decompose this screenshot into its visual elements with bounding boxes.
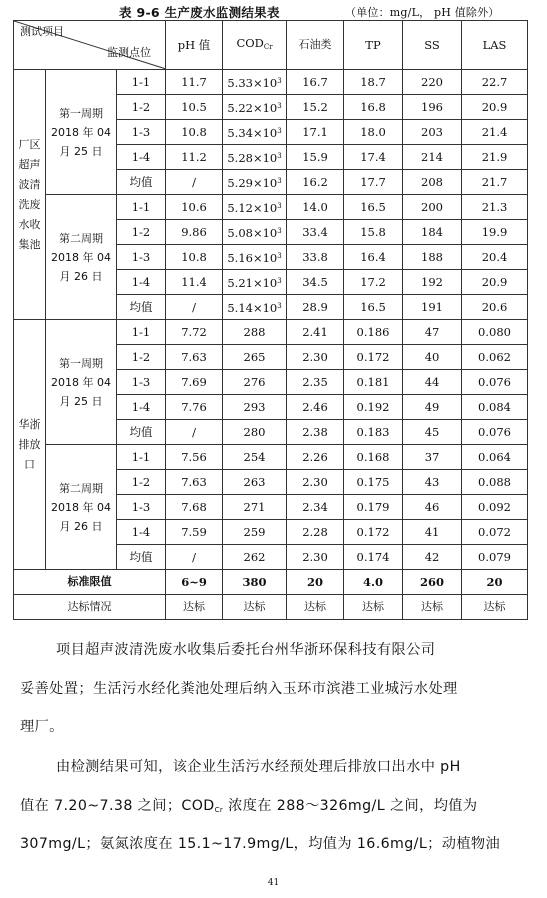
- cod-cell: $5.34\times 10^3$: [223, 120, 287, 145]
- standard-limit-value: 380: [223, 570, 287, 595]
- las-cell: 21.9: [462, 145, 528, 170]
- oil-cell: 16.2: [287, 170, 344, 195]
- tp-cell: 18.0: [344, 120, 403, 145]
- las-cell: 0.064: [462, 445, 528, 470]
- tp-cell: 18.7: [344, 70, 403, 95]
- cod-subscript-inline: Cr: [214, 806, 224, 814]
- las-cell: 20.9: [462, 270, 528, 295]
- ph-cell: 7.76: [166, 395, 223, 420]
- ss-cell: 43: [403, 470, 462, 495]
- point-cell: 均值: [117, 545, 166, 570]
- tp-cell: 16.8: [344, 95, 403, 120]
- ss-cell: 46: [403, 495, 462, 520]
- ph-cell: 11.4: [166, 270, 223, 295]
- table-unit-note: （单位：mg/L， pH 值除外）: [345, 6, 500, 19]
- col-header-tp: TP: [344, 21, 403, 70]
- tp-cell: 17.7: [344, 170, 403, 195]
- page-number: 41: [267, 878, 280, 888]
- ss-cell: 192: [403, 270, 462, 295]
- col-header-las: LAS: [462, 21, 528, 70]
- cod-cell: $5.12\times 10^3$: [223, 195, 287, 220]
- cod-cell: $5.29\times 10^3$: [223, 170, 287, 195]
- paragraph-2-line-3: 307mg/L；氨氮浓度在 15.1~17.9mg/L，均值为 16.6mg/L；动植物油: [20, 836, 501, 852]
- tp-cell: 17.4: [344, 145, 403, 170]
- oil-cell: 2.30: [287, 345, 344, 370]
- point-cell: 1-2: [117, 220, 166, 245]
- ph-cell: 7.68: [166, 495, 223, 520]
- point-cell: 均值: [117, 170, 166, 195]
- tp-cell: 16.4: [344, 245, 403, 270]
- period-cell: 第二周期 2018 年 04 月 26 日: [46, 195, 117, 320]
- oil-cell: 2.28: [287, 520, 344, 545]
- compliance-value: 达标: [403, 595, 462, 620]
- ph-cell: 7.56: [166, 445, 223, 470]
- header-row: [14, 21, 528, 70]
- oil-cell: 2.26: [287, 445, 344, 470]
- oil-cell: 2.38: [287, 420, 344, 445]
- oil-cell: 15.9: [287, 145, 344, 170]
- ss-cell: 214: [403, 145, 462, 170]
- ss-cell: 196: [403, 95, 462, 120]
- las-cell: 21.4: [462, 120, 528, 145]
- compliance-row: [14, 595, 528, 620]
- oil-cell: 2.34: [287, 495, 344, 520]
- las-cell: 22.7: [462, 70, 528, 95]
- ss-cell: 42: [403, 545, 462, 570]
- compliance-value: 达标: [287, 595, 344, 620]
- las-cell: 0.076: [462, 420, 528, 445]
- col-header-oil: 石油类: [287, 21, 344, 70]
- point-cell: 均值: [117, 295, 166, 320]
- las-cell: 0.088: [462, 470, 528, 495]
- compliance-value: 达标: [223, 595, 287, 620]
- paragraph-1-line-2: 妥善处置；生活污水经化粪池处理后纳入玉环市滨港工业城污水处理: [20, 681, 458, 697]
- ph-cell: /: [166, 295, 223, 320]
- ss-cell: 188: [403, 245, 462, 270]
- point-cell: 1-2: [117, 345, 166, 370]
- cod-cell: $5.16\times 10^3$: [223, 245, 287, 270]
- las-cell: 21.3: [462, 195, 528, 220]
- las-cell: 20.6: [462, 295, 528, 320]
- point-cell: 均值: [117, 420, 166, 445]
- oil-cell: 28.9: [287, 295, 344, 320]
- tp-cell: 0.186: [344, 320, 403, 345]
- tp-cell: 16.5: [344, 295, 403, 320]
- oil-cell: 2.30: [287, 470, 344, 495]
- cod-cell: $5.33\times 10^3$: [223, 70, 287, 95]
- ph-cell: 7.63: [166, 470, 223, 495]
- ss-cell: 40: [403, 345, 462, 370]
- paragraph-2-line-2: 值在 7.20~7.38 之间；$COD_{Cr}$ 浓度在 288～326mg/L 之间，均值为: [20, 798, 478, 814]
- ss-cell: 37: [403, 445, 462, 470]
- ph-cell: 10.5: [166, 95, 223, 120]
- point-cell: 1-2: [117, 95, 166, 120]
- oil-cell: 14.0: [287, 195, 344, 220]
- paragraph-2-line-1: 由检测结果可知，该企业生活污水经预处理后排放口出水中 pH: [56, 759, 461, 775]
- las-cell: 0.062: [462, 345, 528, 370]
- standard-limit-row: [14, 570, 528, 595]
- table-row: [14, 195, 528, 220]
- paragraph-1-line-1: 项目超声波清洗废水收集后委托台州华浙环保科技有限公司: [56, 642, 436, 658]
- header-point-label: 监测点位: [107, 46, 152, 59]
- las-cell: 0.084: [462, 395, 528, 420]
- header-item-label: 测试项目: [20, 25, 64, 38]
- cod-cell: 254: [223, 445, 287, 470]
- cod-cell: 265: [223, 345, 287, 370]
- ph-cell: 7.59: [166, 520, 223, 545]
- cod-cell: $5.22\times 10^3$: [223, 95, 287, 120]
- ss-cell: 41: [403, 520, 462, 545]
- cod-cell: 288: [223, 320, 287, 345]
- col-header-ss: SS: [403, 21, 462, 70]
- tp-cell: 0.168: [344, 445, 403, 470]
- ss-cell: 47: [403, 320, 462, 345]
- compliance-value: 达标: [462, 595, 528, 620]
- ss-cell: 49: [403, 395, 462, 420]
- cod-cell: 259: [223, 520, 287, 545]
- table-title: 表 9-6 生产废水监测结果表: [119, 5, 280, 20]
- las-cell: 0.072: [462, 520, 528, 545]
- point-cell: 1-4: [117, 520, 166, 545]
- compliance-value: 达标: [166, 595, 223, 620]
- period-cell: 第一周期 2018 年 04 月 25 日: [46, 320, 117, 445]
- oil-cell: 16.7: [287, 70, 344, 95]
- period-cell: 第一周期 2018 年 04 月 25 日: [46, 70, 117, 195]
- tp-cell: 0.172: [344, 520, 403, 545]
- ph-cell: /: [166, 545, 223, 570]
- oil-cell: 2.41: [287, 320, 344, 345]
- ph-cell: 10.6: [166, 195, 223, 220]
- ss-cell: 200: [403, 195, 462, 220]
- oil-cell: 2.46: [287, 395, 344, 420]
- tp-cell: 15.8: [344, 220, 403, 245]
- tp-cell: 17.2: [344, 270, 403, 295]
- oil-cell: 17.1: [287, 120, 344, 145]
- cod-subscript: Cr: [263, 43, 273, 51]
- cod-cell: 262: [223, 545, 287, 570]
- ss-cell: 208: [403, 170, 462, 195]
- las-cell: 0.092: [462, 495, 528, 520]
- ss-cell: 45: [403, 420, 462, 445]
- oil-cell: 34.5: [287, 270, 344, 295]
- las-cell: 19.9: [462, 220, 528, 245]
- point-cell: 1-3: [117, 495, 166, 520]
- ph-cell: 11.7: [166, 70, 223, 95]
- cod-cell: 263: [223, 470, 287, 495]
- las-cell: 0.080: [462, 320, 528, 345]
- ph-cell: 10.8: [166, 245, 223, 270]
- ph-cell: 7.72: [166, 320, 223, 345]
- las-cell: 20.4: [462, 245, 528, 270]
- oil-cell: 2.35: [287, 370, 344, 395]
- location-cell: 华浙排放口: [14, 320, 46, 570]
- ph-cell: /: [166, 170, 223, 195]
- period-cell: 第二周期 2018 年 04 月 26 日: [46, 445, 117, 570]
- ph-cell: 7.69: [166, 370, 223, 395]
- point-cell: 1-4: [117, 270, 166, 295]
- monitoring-results-table: [13, 20, 528, 620]
- oil-cell: 33.8: [287, 245, 344, 270]
- table-row: [14, 70, 528, 95]
- compliance-value: 达标: [344, 595, 403, 620]
- las-cell: 21.7: [462, 170, 528, 195]
- standard-limit-label: 标准限值: [14, 570, 166, 595]
- standard-limit-value: 20: [462, 570, 528, 595]
- tp-cell: 16.5: [344, 195, 403, 220]
- diagonal-header-cell: [14, 21, 166, 70]
- tp-cell: 0.172: [344, 345, 403, 370]
- col-header-cod: $COD_{Cr}$: [223, 21, 287, 70]
- ss-cell: 191: [403, 295, 462, 320]
- tp-cell: 0.179: [344, 495, 403, 520]
- cod-cell: 293: [223, 395, 287, 420]
- ph-cell: 9.86: [166, 220, 223, 245]
- ss-cell: 220: [403, 70, 462, 95]
- point-cell: 1-3: [117, 370, 166, 395]
- ph-cell: 7.63: [166, 345, 223, 370]
- cod-cell: $5.08\times 10^3$: [223, 220, 287, 245]
- ss-cell: 203: [403, 120, 462, 145]
- cod-cell: 280: [223, 420, 287, 445]
- table-row: [14, 445, 528, 470]
- ph-cell: /: [166, 420, 223, 445]
- cod-cell: $5.21\times 10^3$: [223, 270, 287, 295]
- point-cell: 1-1: [117, 195, 166, 220]
- ph-cell: 10.8: [166, 120, 223, 145]
- ss-cell: 44: [403, 370, 462, 395]
- oil-cell: 15.2: [287, 95, 344, 120]
- tp-cell: 0.181: [344, 370, 403, 395]
- tp-cell: 0.192: [344, 395, 403, 420]
- oil-cell: 2.30: [287, 545, 344, 570]
- tp-cell: 0.175: [344, 470, 403, 495]
- table-caption: [0, 3, 547, 20]
- ss-cell: 184: [403, 220, 462, 245]
- las-cell: 0.079: [462, 545, 528, 570]
- point-cell: 1-1: [117, 70, 166, 95]
- cod-cell: 276: [223, 370, 287, 395]
- cod-cell: $5.14\times 10^3$: [223, 295, 287, 320]
- tp-cell: 0.183: [344, 420, 403, 445]
- standard-limit-value: 4.0: [344, 570, 403, 595]
- point-cell: 1-4: [117, 395, 166, 420]
- cod-cell: $5.28\times 10^3$: [223, 145, 287, 170]
- cod-cell: 271: [223, 495, 287, 520]
- compliance-label: 达标情况: [14, 595, 166, 620]
- standard-limit-value: 20: [287, 570, 344, 595]
- point-cell: 1-1: [117, 320, 166, 345]
- point-cell: 1-3: [117, 120, 166, 145]
- standard-limit-value: 260: [403, 570, 462, 595]
- ph-cell: 11.2: [166, 145, 223, 170]
- paragraph-1-line-3: 理厂。: [20, 719, 64, 735]
- point-cell: 1-2: [117, 470, 166, 495]
- las-cell: 0.076: [462, 370, 528, 395]
- point-cell: 1-4: [117, 145, 166, 170]
- col-header-ph: pH 值: [166, 21, 223, 70]
- standard-limit-value: 6~9: [166, 570, 223, 595]
- table-row: [14, 320, 528, 345]
- point-cell: 1-1: [117, 445, 166, 470]
- oil-cell: 33.4: [287, 220, 344, 245]
- las-cell: 20.9: [462, 95, 528, 120]
- tp-cell: 0.174: [344, 545, 403, 570]
- point-cell: 1-3: [117, 245, 166, 270]
- location-cell: 厂区超声波清洗废水收集池: [14, 70, 46, 320]
